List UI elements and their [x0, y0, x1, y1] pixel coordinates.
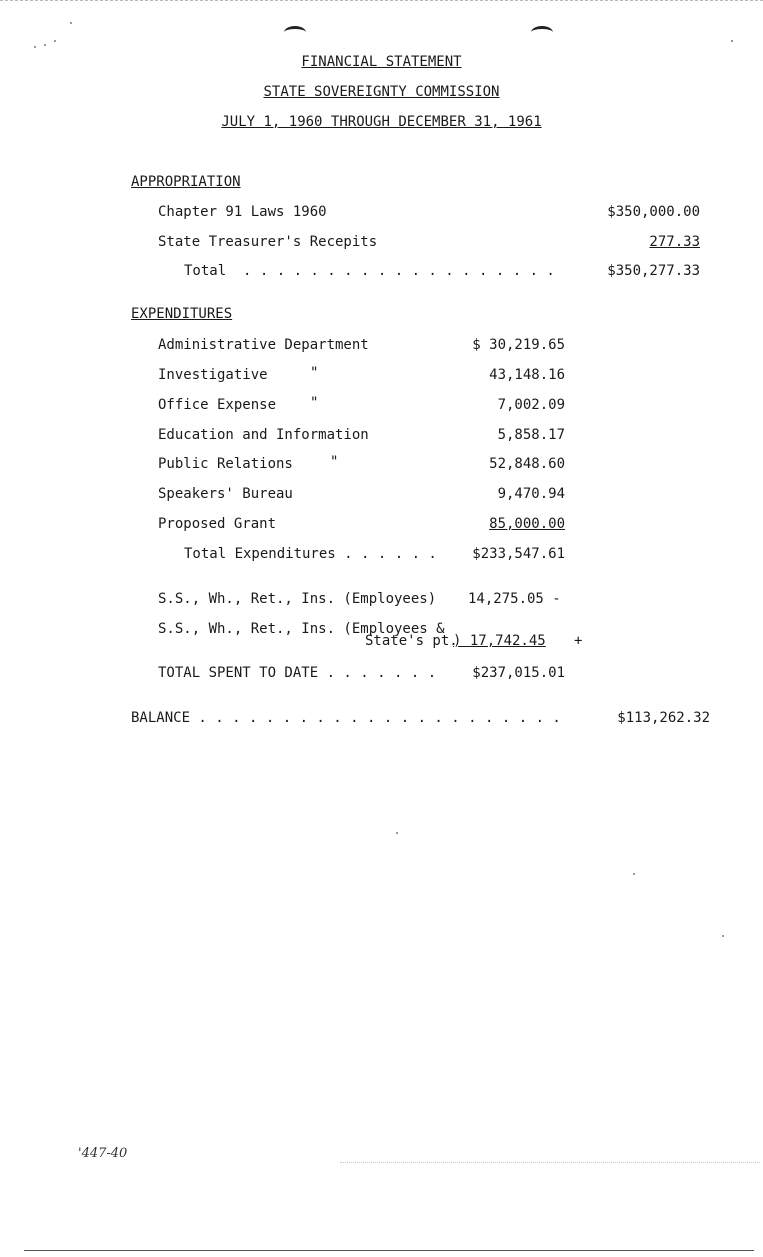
expenditure-item-label: Investigative	[158, 367, 268, 383]
binder-hole-right-icon	[531, 26, 553, 39]
expenditure-item-amount: 7,002.09	[497, 397, 565, 413]
statement-title: FINANCIAL STATEMENT	[301, 54, 462, 70]
expenditures-heading: EXPENDITURES	[131, 306, 233, 322]
binder-hole-left-icon	[284, 26, 306, 39]
adjustment-label: S.S., Wh., Ret., Ins. (Employees &	[158, 621, 445, 637]
scan-speck	[731, 40, 733, 42]
adjustment-amount: 14,275.05 -	[468, 591, 561, 607]
expenditure-item-label: Speakers' Bureau	[158, 486, 293, 502]
balance-label: BALANCE . . . . . . . . . . . . . . . . . . . . . .	[131, 710, 561, 726]
adjustment-label: S.S., Wh., Ret., Ins. (Employees)	[158, 591, 437, 607]
total-spent-label: TOTAL SPENT TO DATE . . . . . . .	[158, 665, 437, 681]
scan-speck	[34, 46, 36, 48]
appropriation-item-label: Chapter 91 Laws 1960	[158, 204, 327, 220]
expenditure-item-label: Proposed Grant	[158, 516, 277, 532]
expenditure-item-label: Education and Information	[158, 427, 369, 443]
expenditure-item-label: Office Expense	[158, 397, 277, 413]
balance-amount: $113,262.32	[617, 710, 710, 726]
statement-period: JULY 1, 1960 THROUGH DECEMBER 31, 1961	[221, 114, 542, 130]
scan-speck	[70, 22, 72, 24]
faint-scan-line	[340, 1162, 760, 1163]
ditto-mark: "	[310, 395, 319, 411]
appropriation-item-amount: $350,000.00	[607, 204, 700, 220]
expenditures-total-label: Total Expenditures . . . . . .	[184, 546, 437, 562]
scan-speck	[633, 873, 635, 875]
bottom-rule	[24, 1250, 754, 1251]
scan-speck	[722, 935, 724, 937]
commission-name: STATE SOVEREIGNTY COMMISSION	[263, 84, 500, 100]
top-perforation	[0, 0, 763, 1]
appropriation-heading: APPROPRIATION	[131, 174, 241, 190]
expenditure-item-amount: 9,470.94	[497, 486, 565, 502]
expenditure-item-amount: 85,000.00	[489, 516, 565, 532]
adjustment-sign: +	[574, 633, 583, 649]
expenditures-total-amount: $233,547.61	[472, 546, 565, 562]
total-spent-amount: $237,015.01	[472, 665, 565, 681]
adjustment-amount: ) 17,742.45	[453, 633, 546, 649]
expenditure-item-amount: 52,848.60	[489, 456, 565, 472]
expenditure-item-amount: 43,148.16	[489, 367, 565, 383]
appropriation-total-label: Total . . . . . . . . . . . . . . . . . . .	[184, 263, 555, 279]
scan-speck	[54, 40, 56, 42]
expenditure-item-amount: $ 30,219.65	[472, 337, 565, 353]
expenditure-item-amount: 5,858.17	[497, 427, 565, 443]
appropriation-item-label: State Treasurer's Recepits	[158, 234, 378, 250]
expenditure-item-label: Administrative Department	[158, 337, 369, 353]
scan-speck	[44, 44, 46, 46]
adjustment-label-continued: State's pt.	[365, 633, 458, 649]
expenditure-item-label: Public Relations	[158, 456, 293, 472]
appropriation-total-amount: $350,277.33	[607, 263, 700, 279]
ditto-mark: "	[330, 454, 339, 470]
handwritten-note: '447-40	[78, 1146, 128, 1161]
appropriation-item-amount: 277.33	[649, 234, 700, 250]
scan-speck	[396, 832, 398, 834]
ditto-mark: "	[310, 365, 319, 381]
